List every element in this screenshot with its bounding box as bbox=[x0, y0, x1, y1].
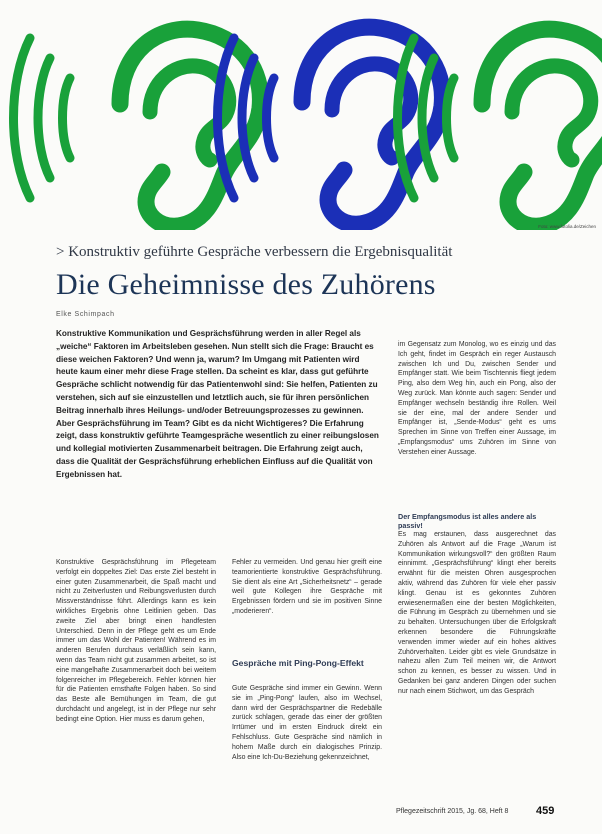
body-column-1: Konstruktive Gesprächsführung im Pflegeteam verfolgt ein doppeltes Ziel: Das erste Ziel besteht in einer guten Zusammenarbeit, die Spaß macht und nicht zu Zeitverlusten und Reibungsverlusten durch Missverständnisse führt. Allerdings kann es kein wirkliches Ergebnis ohne Leitlinien geben. Das zweite Ziel aber bringt einen handfesten Unterschied. Denn in der Pflege geht es um Ende immer um das Wohl der Patienten! Während es im anderen Berufen durchaus verläßlich sein kann, wenn das Team nicht gut zusammen arbeitet, so ist eine mangelhafte Zusammenarbeit doch bei weitem folgenreicher im Pflegebereich. Fehler können hier für die Patienten ernsthafte Folgen haben. So sind das Beste alle Bemühungen im Team, die gut durchdacht und angelegt, ist in der Pflege nur sehr bedingt eine Option. Hier muss es darum gehen, bbox=[56, 559, 216, 723]
body-column-2a: Fehler zu vermeiden. Und genau hier greift eine teamorientierte konstruktive Gesprächsführung. Sie dient als eine Art „Sicherheitsnetz“ – gerade weil gute Kollegen ihre Gespräche mit Ergebnissen fördern und sie im positiven Sinne „moderieren“. bbox=[232, 559, 382, 615]
ears-graphic bbox=[0, 0, 602, 230]
ear-illustration bbox=[0, 0, 602, 230]
body-column-3a: im Gegensatz zum Monolog, wo es einzig und das Ich geht, findet im Gespräch ein reger Austausch zwischen Ich und Du, zwischen Sender und Empfänger statt. Wie beim Tischtennis fliegt jedem Ping, also dem Weg hin, auch ein Pong, also der Weg zurück. Man könnte auch sagen: Sender und Empfänger wechseln beständig ihre Rollen. Weil sie der eine, mal der andere Sender und Empfänger ist, „Sende-Modus“ geht es ums Sprechen im Sinne von Treffen einer Aussage, im „Empfangsmodus“ ums Zuhören im Sinne von Verstehen einer Aussage. bbox=[398, 341, 556, 456]
article-title: Die Geheimnisse des Zuhörens bbox=[56, 268, 436, 301]
kicker: > Konstruktiv geführte Gespräche verbessern die Ergebnisqualität bbox=[56, 244, 453, 260]
photo-credit: Foto: www.fotolia.de/Zeichen bbox=[538, 224, 596, 229]
body-column-2b: Gute Gespräche sind immer ein Gewinn. Wenn sie im „Ping-Pong“ laufen, also im Wechsel, dann wird der Gesprächspartner die Redebälle zurück schlagen, gerade das einer der größten Irrtümer und im ersten Eindruck direkt ein Fehlschluss. Gute Gespräche sind nämlich in hohem Maße durch ein dialogisches Prinzip. Also eine Ich-Du-Beziehung gekennzeichnet, bbox=[232, 685, 382, 761]
lead-paragraph: Konstruktive Kommunikation und Gesprächsführung werden in aller Regel als „weiche“ Faktoren im Arbeitsleben gesehen. Nun stellt sich die Frage: Braucht es diese weichen Faktoren? Und wenn ja, warum? Im Umgang mit Patienten wird heute kaum einer mehr diese Frage stellen. Da scheint es klar, dass gut geführte Gespräche schlicht notwendig für das Patientenwohl sind: Sie helfen, Patienten zu verstehen, sich auf sie einzustellen und letztlich auch, sie für ihren persönlichen Beitrag innerhalb ihres Heilungs- und/oder Betreuungsprozesses zu gewinnen. Aber Gesprächsführung im Team? Gibt es da nicht Wichtigeres? Die Erfahrung zeigt, dass konstruktiv geführte Teamgespräche wesentlich zu einer reibungslosen und kollegial motivierten Zusammenarbeit beitragen. Die Erfahrung zeigt auch, dass die Qualität der Gesprächsführung erheblichen Einfluss auf die Qualität von Ergebnissen hat. bbox=[56, 329, 379, 479]
ear-green-2-icon bbox=[482, 29, 602, 226]
subheading-empfangsmodus: Der Empfangsmodus ist alles andere als passiv! bbox=[398, 512, 537, 530]
author: Elke Schimpach bbox=[56, 311, 115, 318]
page-number: 459 bbox=[536, 805, 555, 817]
sound-waves-icon bbox=[14, 38, 71, 198]
subheading-ping-pong: Gespräche mit Ping-Pong-Effekt bbox=[232, 658, 364, 668]
journal-footer: Pflegezeitschrift 2015, Jg. 68, Heft 8 bbox=[396, 808, 509, 815]
body-column-3b: Es mag erstaunen, dass ausgerechnet das Zuhören als Antwort auf die Frage „Warum ist Kommunikation wirkungsvoll?“ den größten Raum einnimmt. „Gesprächsführung“ klingt eher bereits erwähnt für die meisten Ohren ausgesprochen aktiv, während das Zuhören für viele eher passiv klingt. Genau ist es gekonntes Zuhören erwiesenermaßen eine der besten Möglichkeiten, die Führung im Gespräch zu übernehmen und sie zu behalten. Untersuchungen über die Erfolgskraft erkennen besondere die Führungskräfte verwenden immer wieder auf ein hohes aktives Zuhörverhalten. Leider gibt es viele Grundsätze in nahezu allen Zum Teil meinen wir, die Antwort schon zu kennen, es besser zu wissen. Und in Gedanken bei ganz anderen Dingen oder suchen nur nach einem Stichwort, um das Gespräch bbox=[398, 531, 556, 695]
